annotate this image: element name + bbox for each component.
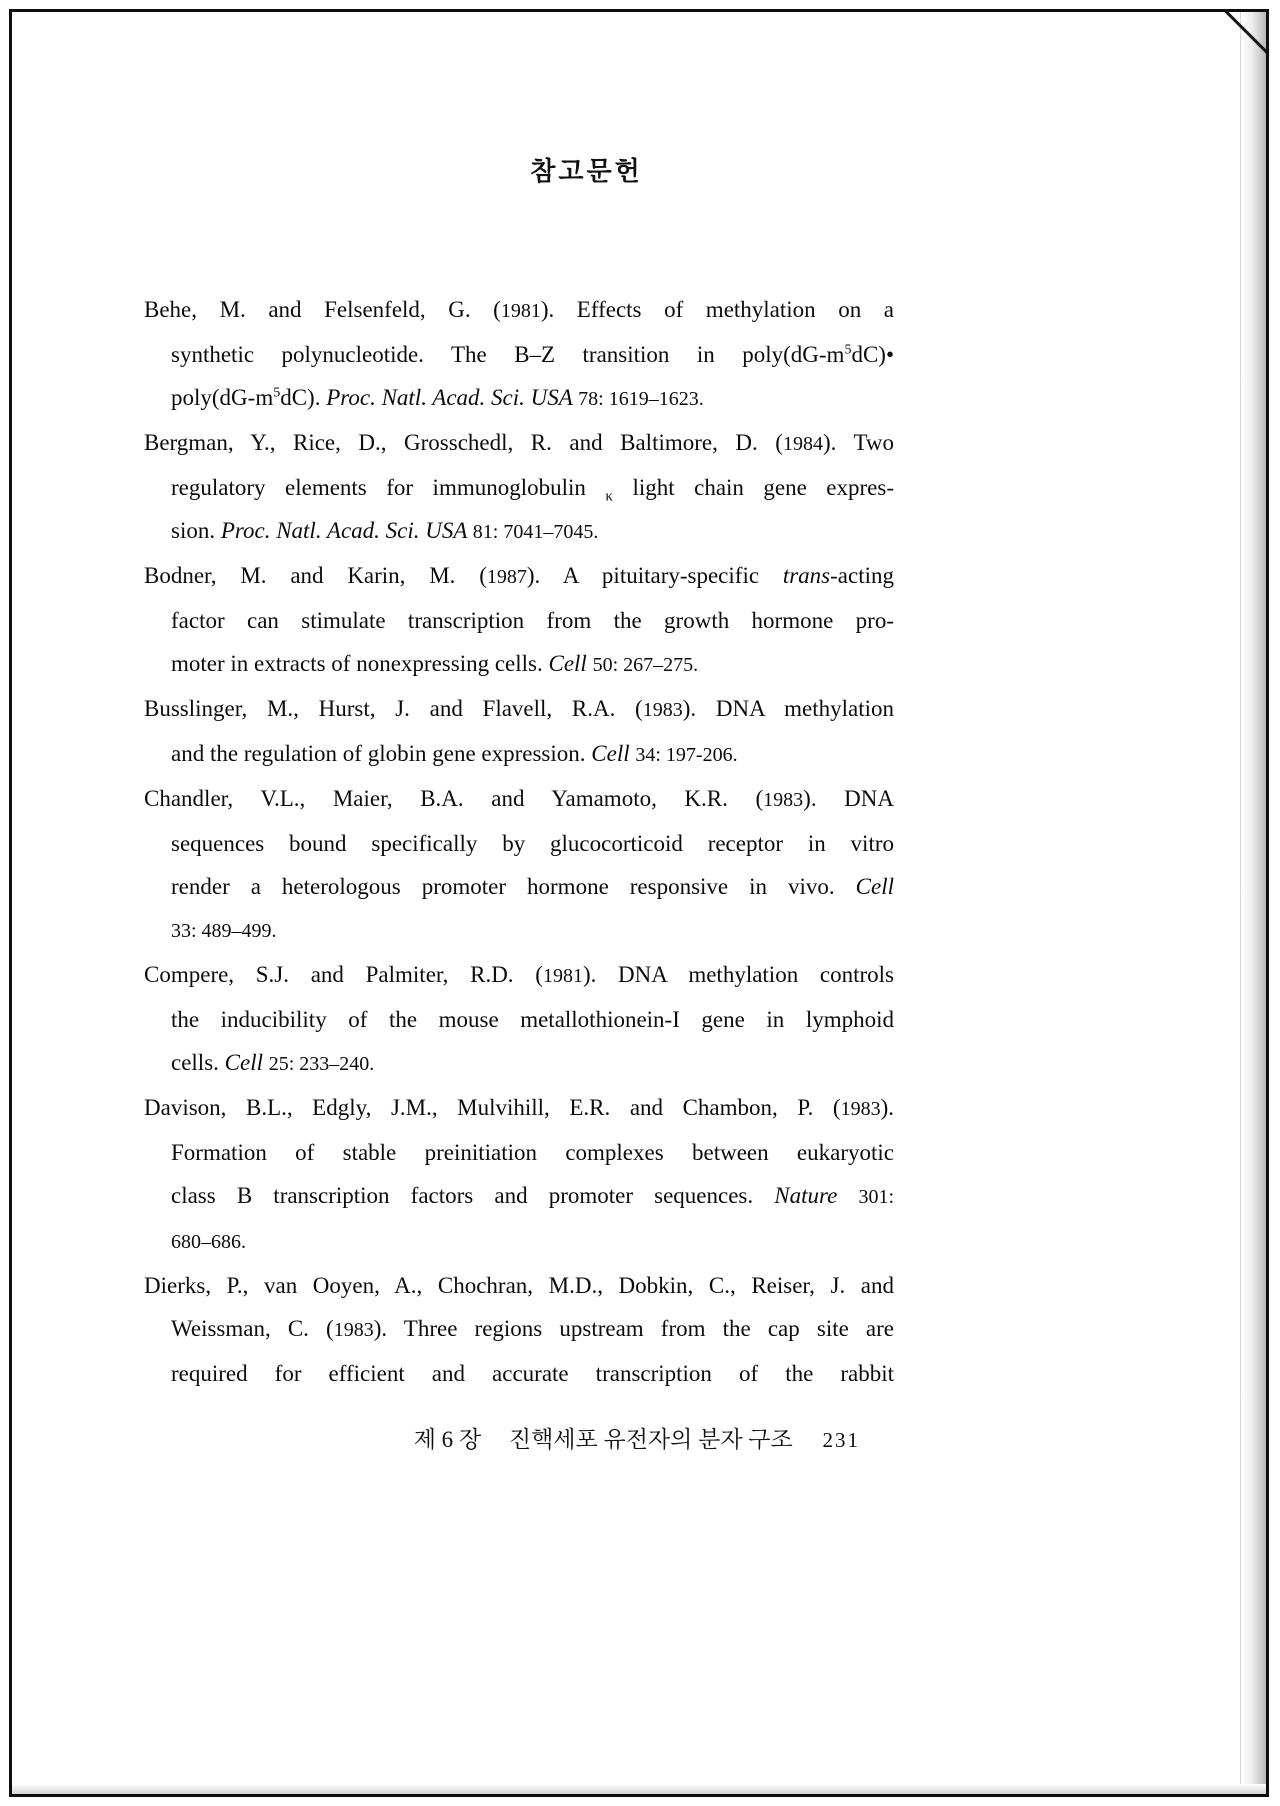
reference-line: required for efficient and accurate transcription of the rabbit bbox=[171, 1361, 894, 1386]
reference-line: sequences bound specifically by glucocorticoid receptor in vitro bbox=[171, 831, 894, 856]
page-footer bbox=[144, 1425, 894, 1455]
reference-line: class B transcription factors and promoter sequences. Nature 301: bbox=[171, 1183, 894, 1208]
reference-line: Weissman, C. (1983). Three regions upstream from the cap site are bbox=[171, 1316, 895, 1341]
reference-line: the inducibility of the mouse metallothionein-I gene in lymphoid bbox=[171, 1007, 894, 1032]
reference-line: Formation of stable preinitiation complexes between eukaryotic bbox=[171, 1140, 894, 1165]
reference-line: 680–686. bbox=[171, 1231, 246, 1253]
text-column bbox=[144, 152, 894, 1455]
reference-line: and the regulation of globin gene expression. Cell 34: 197-206. bbox=[171, 741, 738, 766]
reference-list bbox=[144, 288, 894, 1395]
reference-line: regulatory elements for immunoglobulin $_\kappa$ light chain gene expres- bbox=[171, 475, 894, 505]
reference-line: Dierks, P., van Ooyen, A., Chochran, M.D., Dobkin, C., Reiser, J. and bbox=[144, 1273, 894, 1298]
reference-entry bbox=[144, 554, 894, 687]
footer-chapter-title: 진핵세포 유전자의 분자 구조 bbox=[508, 1427, 793, 1452]
reference-entry bbox=[144, 1264, 894, 1395]
reference-line: Bergman, Y., Rice, D., Grosschedl, R. and Baltimore, D. (1984). Two bbox=[144, 430, 895, 455]
reference-line: $poly(dG-m^5dC)$. Proc. Natl. Acad. Sci. USA 78: 1619–1623. bbox=[171, 385, 704, 410]
reference-line: Busslinger, M., Hurst, J. and Flavell, R.A. (1983). DNA methylation bbox=[144, 696, 894, 721]
page-frame bbox=[9, 9, 1269, 1797]
reference-line: cells. Cell 25: 233–240. bbox=[171, 1050, 375, 1075]
reference-line: Davison, B.L., Edgly, J.M., Mulvihill, E.R. and Chambon, P. (1983). bbox=[144, 1095, 894, 1120]
footer-page-number: 231 bbox=[822, 1428, 860, 1452]
reference-entry bbox=[144, 777, 894, 953]
reference-line: factor can stimulate transcription from the growth hormone pro- bbox=[171, 608, 894, 633]
reference-line: moter in extracts of nonexpressing cells. Cell 50: 267–275. bbox=[171, 651, 699, 676]
reference-entry bbox=[144, 953, 894, 1086]
page-edge-shading-right bbox=[1240, 12, 1266, 1794]
reference-line: sion. Proc. Natl. Acad. Sci. USA 81: 7041–7045. bbox=[171, 518, 599, 543]
reference-line: synthetic polynucleotide. The B–Z transition in $poly(dG-m^5dC)•$ bbox=[171, 342, 894, 367]
reference-entry bbox=[144, 288, 894, 421]
reference-line: render a heterologous promoter hormone responsive in vivo. Cell bbox=[171, 874, 894, 899]
reference-entry bbox=[144, 687, 894, 777]
reference-entry bbox=[144, 1086, 894, 1264]
page-title: 참고문헌 bbox=[530, 157, 643, 186]
reference-line: Bodner, M. and Karin, M. (1987). A pituitary-specific trans-acting bbox=[144, 563, 894, 588]
reference-line: 33: 489–499. bbox=[171, 920, 277, 942]
reference-line: Chandler, V.L., Maier, B.A. and Yamamoto, K.R. (1983). DNA bbox=[144, 786, 894, 811]
reference-entry bbox=[144, 421, 894, 554]
reference-line: Behe, M. and Felsenfeld, G. (1981). Effects of methylation on a bbox=[144, 297, 895, 322]
reference-line: Compere, S.J. and Palmiter, R.D. (1981). DNA methylation controls bbox=[144, 962, 895, 987]
footer-chapter-label: 제 6 장 bbox=[413, 1427, 482, 1452]
page-edge-shading-bottom bbox=[12, 1784, 1266, 1794]
